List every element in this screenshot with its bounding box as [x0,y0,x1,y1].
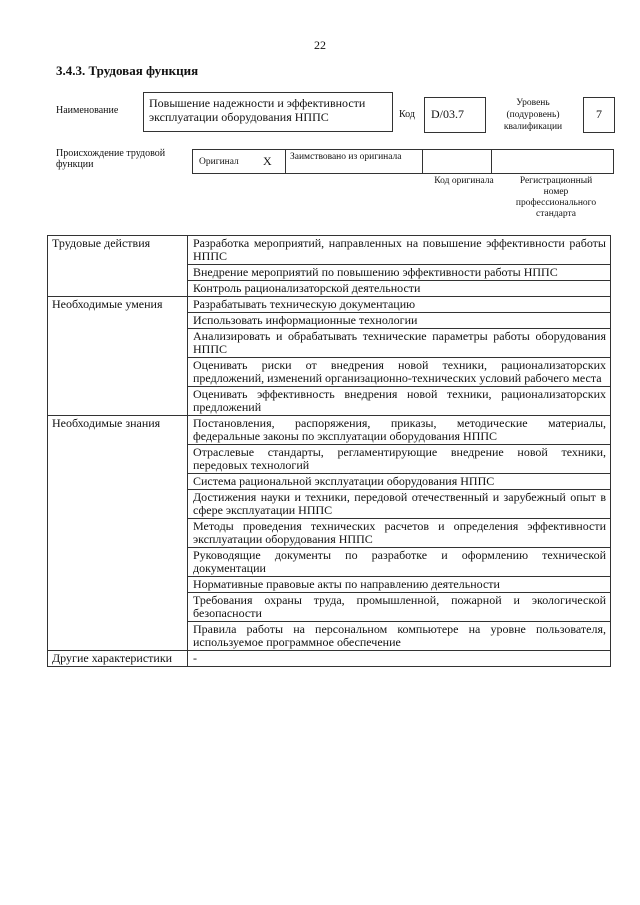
table-cell: Постановления, распоряжения, приказы, методические материалы, федеральные законы по эксплуатации оборудования НППС [188,416,611,445]
function-details-table [47,235,611,667]
table-cell: Внедрение мероприятий по повышению эффективности работы НППС [188,265,611,281]
table-cell: Достижения науки и техники, передовой отечественный и зарубежный опыт в сфере эксплуатации НППС [188,490,611,519]
origin-label: Происхождение трудовой функции [56,148,166,170]
page-number: 22 [314,38,326,52]
table-cell: Руководящие документы по разработке и оформлению технической документации [188,548,611,577]
table-cell: Система рациональной эксплуатации оборудования НППС [188,474,611,490]
table-row [48,236,611,265]
table-row [48,416,611,445]
table-cell: Методы проведения технических расчетов и определения эффективности эксплуатации оборудования НППС [188,519,611,548]
table-cell: Нормативные правовые акты по направлению деятельности [188,577,611,593]
reg-number-label: Регистрационный номер профессионального стандарта [515,176,597,219]
table-cell: Требования охраны труда, промышленной, пожарной и экологической безопасности [188,593,611,622]
table-cell: Анализировать и обрабатывать технические параметры работы оборудования НППС [188,329,611,358]
knowledge-header: Необходимые знания [48,416,188,651]
table-cell: - [188,651,611,667]
function-name-box: Повышение надежности и эффективности эксплуатации оборудования НППС [143,92,393,132]
section-title: 3.4.3. Трудовая функция [56,63,199,78]
origin-original-cell [192,149,286,174]
name-label: Наименование [56,105,119,116]
origin-row [192,149,614,174]
table-cell: Правила работы на персональном компьютере на уровне пользователя, используемое программное обеспечение [188,622,611,651]
table-row [48,297,611,313]
reg-number-cell [491,149,614,174]
origin-mark: X [263,154,272,168]
code-original-label: Код оригинала [434,176,494,186]
skills-header: Необходимые умения [48,297,188,416]
table-cell: Оценивать эффективность внедрения новой техники, рационализаторских предложений [188,387,611,416]
other-header: Другие характеристики [48,651,188,667]
table-cell: Разрабатывать техническую документацию [188,297,611,313]
qualification-level-box: 7 [583,97,615,133]
table-cell: Разработка мероприятий, направленных на повышение эффективности работы НППС [188,236,611,265]
table-cell: Оценивать риски от внедрения новой техники, рационализаторских предложений, изменений организационно-технических условий рабочего места [188,358,611,387]
table-cell: Контроль рационализаторской деятельности [188,281,611,297]
origin-original-label: Оригинал [199,157,239,167]
borrowed-cell [285,149,423,174]
code-label: Код [399,109,415,120]
code-original-cell [422,149,492,174]
level-label: Уровень (подуровень) квалификации [503,98,563,132]
borrowed-label: Заимствовано из оригинала [290,152,402,162]
function-code-box: D/03.7 [424,97,486,133]
table-row [48,651,611,667]
labor-actions-header: Трудовые действия [48,236,188,297]
table-cell: Использовать информационные технологии [188,313,611,329]
table-cell: Отраслевые стандарты, регламентирующие внедрение новой техники, передовых технологий [188,445,611,474]
